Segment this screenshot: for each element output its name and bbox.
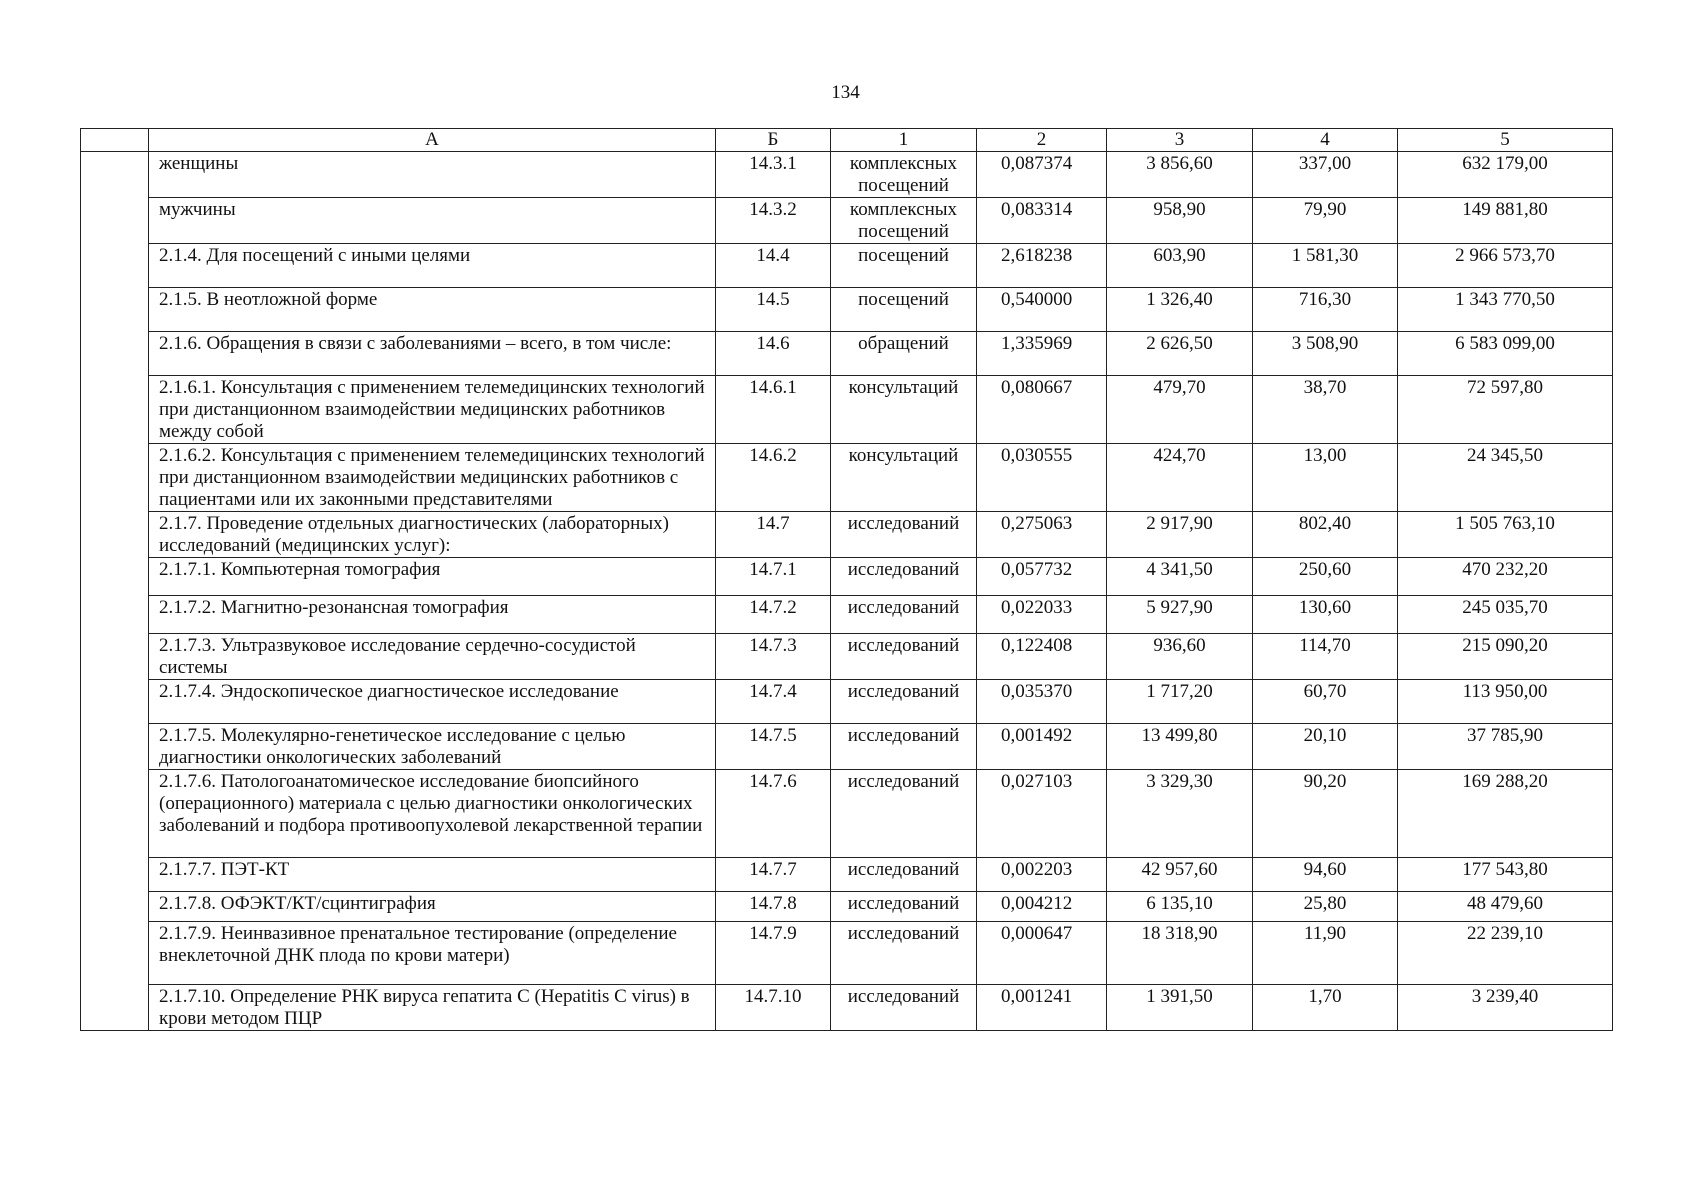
- row-rate: 0,002203: [977, 858, 1107, 892]
- row-total: 113 950,00: [1398, 680, 1613, 724]
- row-unit: обращений: [831, 332, 977, 376]
- row-total: 48 479,60: [1398, 892, 1613, 922]
- row-code: 14.7.9: [716, 922, 831, 985]
- row-rate: 1,335969: [977, 332, 1107, 376]
- row-per-capita: 3 508,90: [1253, 332, 1398, 376]
- row-total: 1 343 770,50: [1398, 288, 1613, 332]
- row-code: 14.7.7: [716, 858, 831, 892]
- row-blank-cell: [81, 985, 149, 1031]
- row-cost: 1 391,50: [1107, 985, 1253, 1031]
- row-code: 14.6.2: [716, 444, 831, 512]
- row-code: 14.5: [716, 288, 831, 332]
- table-row: [81, 152, 1613, 198]
- row-cost: 6 135,10: [1107, 892, 1253, 922]
- row-cost: 3 856,60: [1107, 152, 1253, 198]
- row-rate: 0,057732: [977, 558, 1107, 596]
- row-code: 14.7.8: [716, 892, 831, 922]
- row-per-capita: 25,80: [1253, 892, 1398, 922]
- row-rate: 0,083314: [977, 198, 1107, 244]
- row-per-capita: 130,60: [1253, 596, 1398, 634]
- row-rate: 0,035370: [977, 680, 1107, 724]
- row-unit: исследований: [831, 985, 977, 1031]
- row-unit: исследований: [831, 512, 977, 558]
- row-name: 2.1.6.1. Консультация с применением телемедицинских технологий при дистанционном взаимодействии медицинских работников между собой: [149, 376, 716, 444]
- column-header: 1: [831, 129, 977, 152]
- row-blank-cell: [81, 152, 149, 198]
- row-code: 14.4: [716, 244, 831, 288]
- row-blank-cell: [81, 680, 149, 724]
- row-name: 2.1.5. В неотложной форме: [149, 288, 716, 332]
- row-code: 14.7.5: [716, 724, 831, 770]
- page-number: 134: [831, 82, 860, 103]
- row-total: 1 505 763,10: [1398, 512, 1613, 558]
- row-total: 177 543,80: [1398, 858, 1613, 892]
- row-rate: 0,540000: [977, 288, 1107, 332]
- row-unit: исследований: [831, 634, 977, 680]
- table-row: [81, 680, 1613, 724]
- column-header-row: [81, 129, 1613, 152]
- row-total: 169 288,20: [1398, 770, 1613, 858]
- row-code: 14.7.2: [716, 596, 831, 634]
- row-name: 2.1.7.6. Патологоанатомическое исследование биопсийного (операционного) материала с целью диагностики онкологических заболеваний и подбора противоопухолевой лекарственной терапии: [149, 770, 716, 858]
- row-per-capita: 1,70: [1253, 985, 1398, 1031]
- table-row: [81, 198, 1613, 244]
- row-name: женщины: [149, 152, 716, 198]
- row-per-capita: 38,70: [1253, 376, 1398, 444]
- row-rate: 0,001492: [977, 724, 1107, 770]
- row-total: 6 583 099,00: [1398, 332, 1613, 376]
- table-row: [81, 892, 1613, 922]
- row-per-capita: 716,30: [1253, 288, 1398, 332]
- column-header: 3: [1107, 129, 1253, 152]
- row-cost: 479,70: [1107, 376, 1253, 444]
- table-row: [81, 244, 1613, 288]
- row-code: 14.7: [716, 512, 831, 558]
- row-rate: 0,001241: [977, 985, 1107, 1031]
- row-per-capita: 90,20: [1253, 770, 1398, 858]
- table-row: [81, 444, 1613, 512]
- row-unit: посещений: [831, 288, 977, 332]
- row-blank-cell: [81, 376, 149, 444]
- table-row: [81, 985, 1613, 1031]
- row-name: 2.1.7.7. ПЭТ-КТ: [149, 858, 716, 892]
- row-name: 2.1.7.9. Неинвазивное пренатальное тестирование (определение внеклеточной ДНК плода по крови матери): [149, 922, 716, 985]
- row-per-capita: 337,00: [1253, 152, 1398, 198]
- row-total: 245 035,70: [1398, 596, 1613, 634]
- table-row: [81, 288, 1613, 332]
- row-cost: 13 499,80: [1107, 724, 1253, 770]
- table-row: [81, 858, 1613, 892]
- row-cost: 42 957,60: [1107, 858, 1253, 892]
- row-total: 632 179,00: [1398, 152, 1613, 198]
- row-name: 2.1.6.2. Консультация с применением телемедицинских технологий при дистанционном взаимодействии медицинских работников с пациентами или их законными представителями: [149, 444, 716, 512]
- row-total: 3 239,40: [1398, 985, 1613, 1031]
- row-unit: консультаций: [831, 444, 977, 512]
- row-rate: 0,080667: [977, 376, 1107, 444]
- row-name: 2.1.4. Для посещений с иными целями: [149, 244, 716, 288]
- row-per-capita: 94,60: [1253, 858, 1398, 892]
- row-rate: 0,122408: [977, 634, 1107, 680]
- row-cost: 5 927,90: [1107, 596, 1253, 634]
- row-per-capita: 1 581,30: [1253, 244, 1398, 288]
- row-unit: посещений: [831, 244, 977, 288]
- table-row: [81, 770, 1613, 858]
- row-blank-cell: [81, 724, 149, 770]
- column-header: Б: [716, 129, 831, 152]
- table-row: [81, 634, 1613, 680]
- row-blank-cell: [81, 332, 149, 376]
- table-body: [81, 129, 1613, 1031]
- row-rate: 2,618238: [977, 244, 1107, 288]
- row-cost: 2 917,90: [1107, 512, 1253, 558]
- row-cost: 1 717,20: [1107, 680, 1253, 724]
- row-cost: 424,70: [1107, 444, 1253, 512]
- column-header: 4: [1253, 129, 1398, 152]
- row-unit: комплексных посещений: [831, 152, 977, 198]
- row-blank-cell: [81, 596, 149, 634]
- row-unit: консультаций: [831, 376, 977, 444]
- table-row: [81, 512, 1613, 558]
- row-rate: 0,087374: [977, 152, 1107, 198]
- row-total: 22 239,10: [1398, 922, 1613, 985]
- row-total: 37 785,90: [1398, 724, 1613, 770]
- row-blank-cell: [81, 770, 149, 858]
- table-row: [81, 558, 1613, 596]
- table-row: [81, 922, 1613, 985]
- row-blank-cell: [81, 634, 149, 680]
- row-blank-cell: [81, 892, 149, 922]
- row-code: 14.7.4: [716, 680, 831, 724]
- row-unit: комплексных посещений: [831, 198, 977, 244]
- row-code: 14.7.6: [716, 770, 831, 858]
- row-cost: 18 318,90: [1107, 922, 1253, 985]
- row-total: 24 345,50: [1398, 444, 1613, 512]
- row-rate: 0,000647: [977, 922, 1107, 985]
- row-name: 2.1.7.5. Молекулярно-генетическое исследование с целью диагностики онкологических заболеваний: [149, 724, 716, 770]
- row-cost: 1 326,40: [1107, 288, 1253, 332]
- row-rate: 0,004212: [977, 892, 1107, 922]
- data-table: [80, 128, 1613, 1031]
- row-name: 2.1.7.4. Эндоскопическое диагностическое исследование: [149, 680, 716, 724]
- row-total: 72 597,80: [1398, 376, 1613, 444]
- row-code: 14.3.1: [716, 152, 831, 198]
- table-row: [81, 596, 1613, 634]
- row-name: 2.1.7. Проведение отдельных диагностических (лабораторных) исследований (медицинских услуг):: [149, 512, 716, 558]
- row-blank-cell: [81, 558, 149, 596]
- row-unit: исследований: [831, 892, 977, 922]
- row-name: мужчины: [149, 198, 716, 244]
- row-cost: 2 626,50: [1107, 332, 1253, 376]
- row-name: 2.1.7.8. ОФЭКТ/КТ/сцинтиграфия: [149, 892, 716, 922]
- row-blank-cell: [81, 288, 149, 332]
- row-unit: исследований: [831, 770, 977, 858]
- row-cost: 3 329,30: [1107, 770, 1253, 858]
- row-code: 14.7.10: [716, 985, 831, 1031]
- row-blank-cell: [81, 198, 149, 244]
- row-per-capita: 13,00: [1253, 444, 1398, 512]
- table-row: [81, 332, 1613, 376]
- row-unit: исследований: [831, 558, 977, 596]
- row-blank-cell: [81, 858, 149, 892]
- row-total: 215 090,20: [1398, 634, 1613, 680]
- row-name: 2.1.7.3. Ультразвуковое исследование сердечно-сосудистой системы: [149, 634, 716, 680]
- row-code: 14.7.3: [716, 634, 831, 680]
- row-total: 470 232,20: [1398, 558, 1613, 596]
- row-rate: 0,022033: [977, 596, 1107, 634]
- row-code: 14.3.2: [716, 198, 831, 244]
- column-header: 5: [1398, 129, 1613, 152]
- row-name: 2.1.6. Обращения в связи с заболеваниями – всего, в том числе:: [149, 332, 716, 376]
- row-blank-cell: [81, 244, 149, 288]
- row-per-capita: 250,60: [1253, 558, 1398, 596]
- row-unit: исследований: [831, 680, 977, 724]
- row-total: 149 881,80: [1398, 198, 1613, 244]
- row-code: 14.6.1: [716, 376, 831, 444]
- row-per-capita: 114,70: [1253, 634, 1398, 680]
- row-cost: 936,60: [1107, 634, 1253, 680]
- row-per-capita: 79,90: [1253, 198, 1398, 244]
- row-name: 2.1.7.2. Магнитно-резонансная томография: [149, 596, 716, 634]
- row-code: 14.6: [716, 332, 831, 376]
- row-rate: 0,027103: [977, 770, 1107, 858]
- table-row: [81, 724, 1613, 770]
- row-blank-cell: [81, 444, 149, 512]
- row-per-capita: 20,10: [1253, 724, 1398, 770]
- row-cost: 958,90: [1107, 198, 1253, 244]
- row-unit: исследований: [831, 596, 977, 634]
- column-header: 2: [977, 129, 1107, 152]
- row-per-capita: 802,40: [1253, 512, 1398, 558]
- row-rate: 0,275063: [977, 512, 1107, 558]
- row-code: 14.7.1: [716, 558, 831, 596]
- row-per-capita: 60,70: [1253, 680, 1398, 724]
- row-cost: 4 341,50: [1107, 558, 1253, 596]
- row-name: 2.1.7.10. Определение РНК вируса гепатита C (Hepatitis C virus) в крови методом ПЦР: [149, 985, 716, 1031]
- row-unit: исследований: [831, 724, 977, 770]
- row-cost: 603,90: [1107, 244, 1253, 288]
- row-blank-cell: [81, 922, 149, 985]
- row-name: 2.1.7.1. Компьютерная томография: [149, 558, 716, 596]
- row-unit: исследований: [831, 922, 977, 985]
- row-per-capita: 11,90: [1253, 922, 1398, 985]
- row-rate: 0,030555: [977, 444, 1107, 512]
- column-header: А: [149, 129, 716, 152]
- column-header-blank: [81, 129, 149, 152]
- row-total: 2 966 573,70: [1398, 244, 1613, 288]
- table-row: [81, 376, 1613, 444]
- row-unit: исследований: [831, 858, 977, 892]
- row-blank-cell: [81, 512, 149, 558]
